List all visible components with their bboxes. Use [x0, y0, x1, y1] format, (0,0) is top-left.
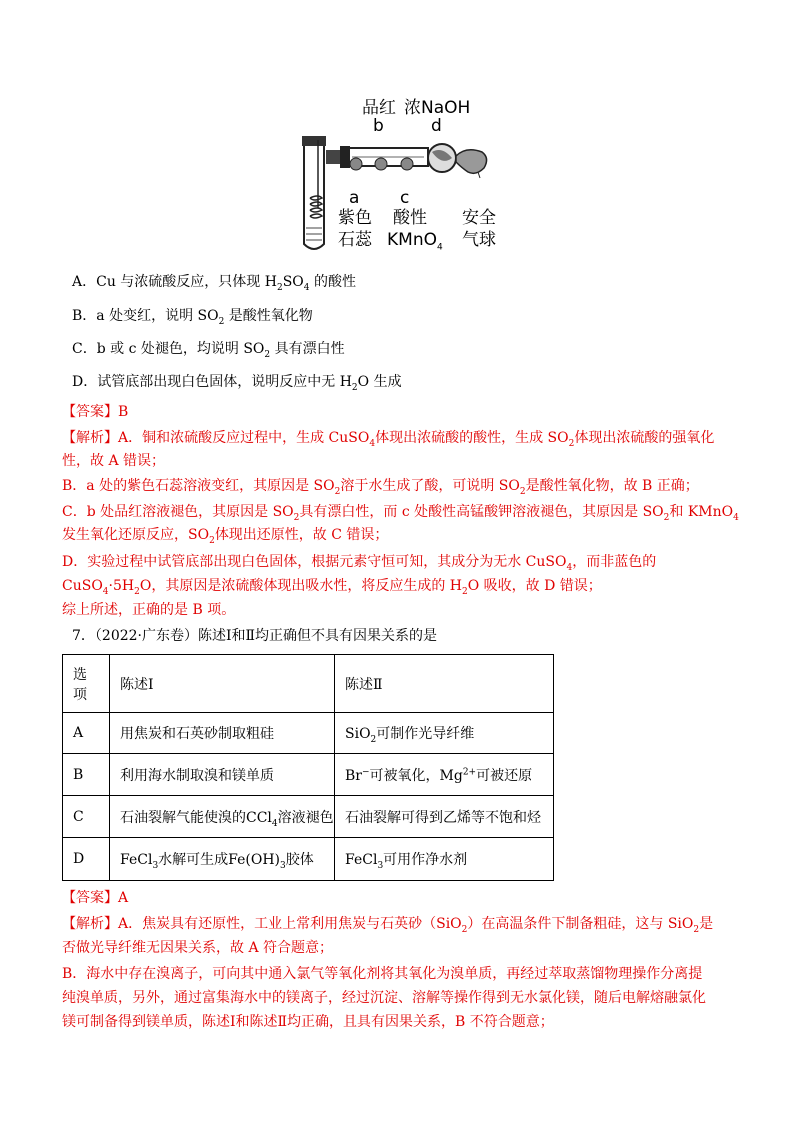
q6-analysis-line7: $CuSO_4\cdot 5H_2O$，其原因是浓硫酸体现出吸水性，将反应生成的 $H_2O$ 吸收，故 D 错误； [62, 578, 602, 597]
row-option: D [63, 838, 110, 881]
table-row [63, 838, 554, 881]
row-statement-2: Br−可被氧化，$Mg^{2+}$可被还原 [335, 754, 554, 796]
row-statement-1: 利用海水制取溴和镁单质 [110, 754, 335, 796]
row-statement-2: 石油裂解可得到乙烯等不饱和烃 [335, 796, 554, 838]
label-c: c [400, 188, 410, 208]
q6-analysis-line5: 发生氧化还原反应，$SO_2$体现出还原性，故 C 错误； [62, 527, 389, 546]
row-statement-1: 用焦炭和石英砂制取粗硅 [110, 713, 335, 754]
option-a: A．Cu 与浓硫酸反应，只体现 $H_2SO_4$ 的酸性 [72, 274, 356, 293]
label-kmno4: KMnO$_4$ [387, 230, 443, 253]
q7-table [62, 654, 554, 881]
table-header-row [63, 655, 554, 713]
q7-analysis-line1: 【解析】A．焦炭具有还原性，工业上常利用焦炭与石英砂（SiO$_2$）在高温条件下制备粗硅，这与 SiO$_2$是 [62, 916, 714, 935]
q6-analysis-line3: B．a 处的紫色石蕊溶液变红，其原因是 $SO_2$溶于水生成了酸，可说明 $SO_2$是酸性氧化物，故 B 正确； [62, 478, 699, 497]
q7-analysis-line4: 纯溴单质，另外，通过富集海水中的镁离子，经过沉淀、溶解等操作得到无水氯化镁，随后电解熔融氯化 [62, 990, 706, 1006]
table-row [63, 754, 554, 796]
q7-analysis-line2: 否做光导纤维无因果关系，故 A 符合题意； [62, 940, 334, 956]
header-option: 选 项 [63, 655, 110, 713]
option-b: B．a 处变红，说明 $SO_2$ 是酸性氧化物 [72, 308, 313, 327]
label-suanxing: 酸性 [393, 208, 427, 228]
header-statement-1: 陈述Ⅰ [110, 655, 335, 713]
q7-stem: 7．（2022·广东卷）陈述Ⅰ和Ⅱ均正确但不具有因果关系的是 [72, 628, 438, 644]
row-statement-2: SiO$_2$可制作光导纤维 [335, 713, 554, 754]
q6-analysis-line1: 【解析】A．铜和浓硫酸反应过程中，生成 CuSO$_4$体现出浓硫酸的酸性，生成 $SO_2$体现出浓硫酸的强氧化 [62, 430, 715, 449]
row-option: B [63, 754, 110, 796]
label-anquan: 安全 [462, 208, 496, 228]
q6-analysis-line8: 综上所述，正确的是 B 项。 [62, 602, 236, 618]
label-b: b [373, 116, 384, 136]
label-shirui: 石蕊 [338, 230, 372, 250]
q6-analysis-line4: C．b 处品红溶液褪色，其原因是 $SO_2$具有漂白性，而 c 处酸性高锰酸钾溶液褪色，其原因是 $SO_2$和 KMnO$_4$ [62, 504, 739, 523]
label-pinhong: 品红 [362, 98, 396, 118]
row-statement-2: FeCl$_3$可用作净水剂 [335, 838, 554, 881]
row-statement-1: FeCl$_3$水解可生成$Fe(OH)_3$胶体 [110, 838, 335, 881]
label-a: a [349, 188, 360, 208]
row-option: C [63, 796, 110, 838]
q7-analysis-line3: B．海水中存在溴离子，可向其中通入氯气等氧化剂将其氧化为溴单质，再经过萃取蒸馏物理操作分离提 [62, 966, 703, 982]
option-c: C．b 或 c 处褪色，均说明 $SO_2$ 具有漂白性 [72, 341, 345, 360]
label-d: d [431, 116, 442, 136]
q6-analysis-line6: D．实验过程中试管底部出现白色固体，根据元素守恒可知，其成分为无水 CuSO$_4$，而非蓝色的 [62, 554, 657, 573]
q6-answer: 【答案】B [62, 404, 129, 420]
option-d: D．试管底部出现白色固体，说明反应中无 $H_2O$ 生成 [72, 374, 402, 393]
table-row [63, 713, 554, 754]
label-zise: 紫色 [338, 208, 372, 228]
label-qiqiu: 气球 [462, 230, 496, 250]
q7-answer: 【答案】A [62, 890, 129, 906]
label-naoh: 浓NaOH [404, 98, 471, 118]
row-statement-1: 石油裂解气能使溴的CCl$_4$溶液褪色 [110, 796, 335, 838]
q7-analysis-line5: 镁可制备得到镁单质，陈述Ⅰ和陈述Ⅱ均正确，且具有因果关系，B 不符合题意； [62, 1014, 554, 1030]
header-statement-2: 陈述Ⅱ [335, 655, 554, 713]
row-option: A [63, 713, 110, 754]
q6-analysis-line2: 性，故 A 错误； [62, 453, 166, 469]
table-row [63, 796, 554, 838]
